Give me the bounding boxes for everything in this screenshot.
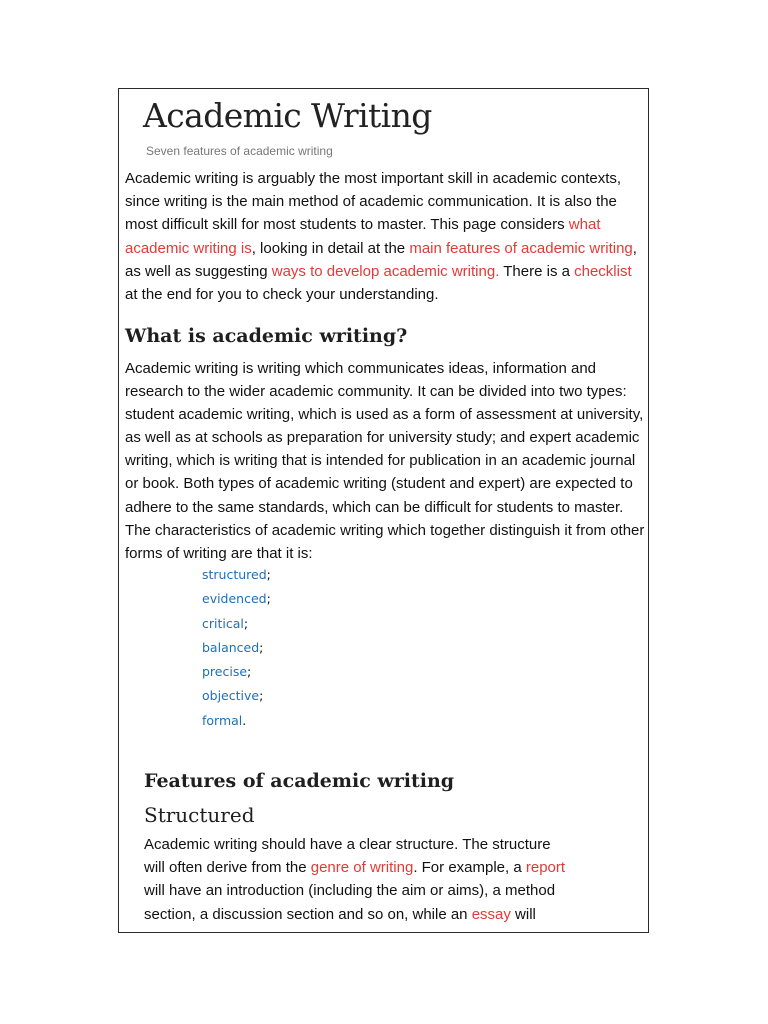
subheading-structured: Structured [144, 803, 255, 827]
intro-paragraph [125, 167, 645, 306]
page-subtitle: Seven features of academic writing [146, 144, 333, 158]
structured-text: will have an introduction (including the aim or aims), a method section, a discussion section and so on, while an [144, 882, 556, 923]
link-genre-of-writing[interactable]: genre of writing [310, 859, 414, 877]
list-punct: ; [259, 688, 264, 704]
intro-text: Academic writing is arguably the most important skill in academic contexts, since writing is the main method of academic communication. It is also the most difficult skill for most students to master. This page considers [125, 170, 622, 234]
link-report[interactable]: report [525, 859, 566, 877]
link-ways-to-develop[interactable]: ways to develop academic writing. [271, 262, 500, 280]
intro-text: at the end for you to check your understanding. [125, 286, 439, 304]
feature-term-evidenced[interactable]: evidenced [202, 591, 267, 607]
list-punct: ; [243, 615, 249, 631]
document-page [118, 88, 649, 933]
list-item [202, 612, 271, 636]
list-item [202, 709, 271, 733]
intro-text: , as well as suggesting [125, 239, 637, 280]
link-essay[interactable]: essay [471, 905, 511, 923]
feature-term-structured[interactable]: structured [202, 567, 267, 582]
structured-text: Academic writing should have a clear structure. The structure will often derive from the [144, 836, 551, 877]
list-punct: ; [259, 639, 264, 655]
list-item [202, 587, 271, 611]
list-punct: ; [266, 591, 271, 607]
list-item [202, 636, 271, 660]
section-heading-features: Features of academic writing [144, 770, 455, 792]
what-is-paragraph: Academic writing is writing which communicates ideas, information and research to the wider academic community. It can be divided into two types: student academic writing, which is used as a form of assessment at university, as well as at schools as preparation for university study; and expert academic writing, which is writing that is intended for publication in an academic journal or book. Both types of academic writing (student and expert) are expected to adhere to the same standards, which can be difficult for students to master. The characteristics of academic writing which together distinguish it from other forms of writing are that it is: [125, 360, 645, 562]
section-heading-what-is: What is academic writing? [125, 325, 408, 347]
link-main-features[interactable]: main features of academic writing [409, 239, 633, 257]
link-what-is-academic-writing[interactable]: what academic writing is [125, 216, 601, 257]
page-title: Academic Writing [143, 96, 432, 135]
feature-term-balanced[interactable]: balanced [202, 639, 260, 655]
list-item [202, 563, 271, 587]
features-list [202, 563, 271, 733]
list-punct: ; [247, 664, 252, 680]
list-item [202, 660, 271, 684]
structured-text: . For example, a [413, 859, 526, 877]
structured-paragraph [144, 833, 574, 926]
list-punct: ; [266, 567, 271, 582]
intro-text: There is a [499, 262, 575, 280]
feature-term-critical[interactable]: critical [202, 615, 244, 631]
structured-text: will [510, 905, 536, 923]
intro-text: , looking in detail at the [251, 239, 410, 257]
list-punct: . [242, 712, 247, 728]
feature-term-formal[interactable]: formal [202, 712, 243, 728]
feature-term-objective[interactable]: objective [202, 688, 260, 704]
list-item [202, 684, 271, 708]
link-checklist[interactable]: checklist [574, 262, 632, 280]
feature-term-precise[interactable]: precise [202, 664, 248, 680]
